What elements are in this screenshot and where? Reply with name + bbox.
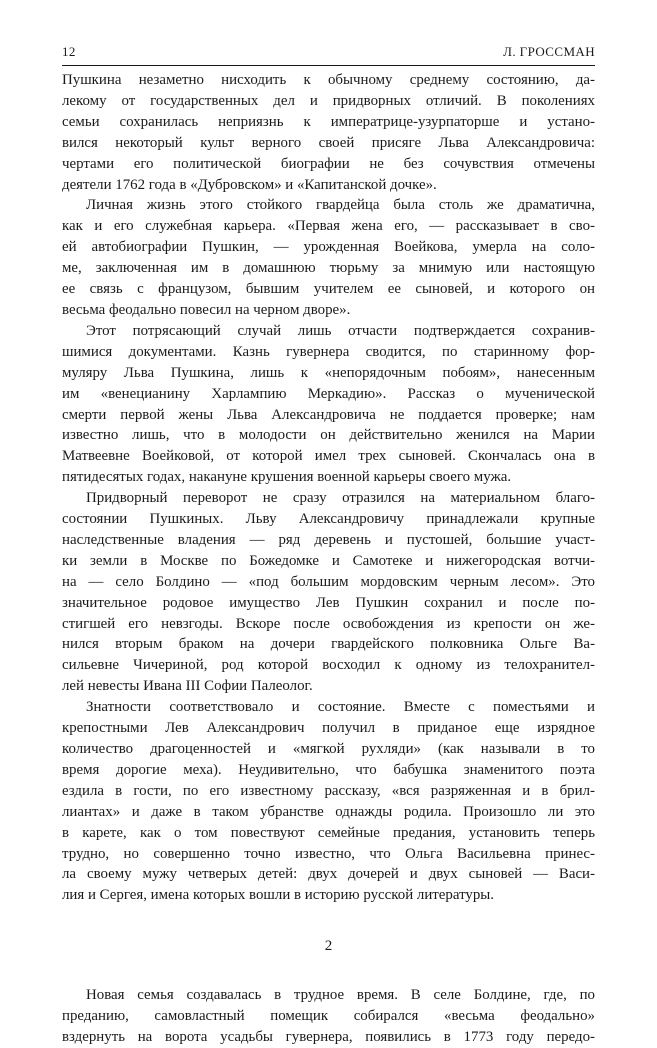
paragraph (62, 488, 595, 697)
text-line: значительное родовое имущество Лев Пушкин сохранил и после по- (62, 594, 595, 611)
text-line: количество драгоценностей и «мягкой рухляди» (как называли в то (62, 741, 595, 757)
text-line: весьма феодально повесил на черном дворе». (62, 301, 351, 318)
text-line: Личная жизнь этого стойкого гвардейца была столь же драматична, (86, 197, 595, 214)
text-line: преданию, самовластный помещик собирался «весьма феодально» (62, 1008, 595, 1025)
text-line: муляру Льва Пушкина, лишь к «непорядочным побоям», нанесенным (62, 364, 595, 381)
section-paragraph (62, 985, 595, 1048)
text-line: смерти первой жены Льва Александровича не поддается проверке; нам (62, 406, 595, 423)
text-line: вился некоторый культ верного своей присяге Льва Александровича: (62, 134, 595, 151)
text-line: ме, заключенная им в домашнюю тюрьму за мнимую или настоящую (62, 260, 595, 277)
text-line: состоянии Пушкиных. Льву Александровичу принадлежали крупные (62, 511, 595, 528)
paragraph (62, 985, 595, 1048)
text-line: стигшей его невзгоды. Вскоре после освобождения из крепости он же- (62, 615, 595, 632)
text-line: ла своему мужу четверых детей: двух дочерей и двух сыновей — Васи- (62, 866, 595, 883)
main-text (62, 70, 595, 1048)
text-line: деятели 1762 года в «Дубровском» и «Капитанской дочке». (62, 176, 437, 193)
text-line: вздернуть на ворота усадьбы гувернера, появились в 1773 году передо- (62, 1028, 595, 1045)
text-line: сильевне Чичериной, род которой восходил к одному из телохранител- (62, 657, 595, 674)
text-line: наследственные владения — ряд деревень и пустошей, большие участ- (62, 531, 595, 548)
text-line: Новая семья создавалась в трудное время. В селе Болдине, где, по (86, 987, 595, 1004)
text-line: трудно, но совершенно точно известно, что Ольга Васильевна принес- (62, 845, 595, 862)
page-number: 12 (62, 44, 76, 59)
text-line: Матвеевне Воейковой, от которой имел трех сыновей. Скончалась она в (62, 448, 595, 465)
text-line: известно лишь, что в молодости он действительно женился на Марии (62, 427, 595, 444)
text-line: им «венецианину Харлампию Меркадию». Рассказ о мученической (62, 385, 595, 402)
text-line: ездила в гости, по его известному рассказу, «вся разряженная и в брил- (62, 782, 595, 799)
text-line: лиантах» и даже в таком убранстве однажды родила. Произошло ли это (62, 803, 595, 820)
text-line: на — село Болдино — «под большим мордовским черным лесом». Это (62, 573, 595, 590)
text-line: ей автобиографии Пушкин, — урожденная Воейкова, умерла на соло- (62, 239, 595, 256)
text-line: семьи сохранилась неприязнь к императрице-узурпаторше и устано- (62, 113, 595, 130)
running-title: Л. ГРОССМАН (503, 44, 595, 59)
text-line: шимися документами. Казнь гувернера сводится, по старинному фор- (62, 343, 595, 360)
text-line: нился вторым браком на дочери гвардейского полковника Ольге Ва- (62, 636, 595, 653)
text-line: ки земли в Москве по Божедомке и Самотеке и нижегородская вотчи- (62, 552, 595, 569)
header-rule (62, 65, 595, 66)
text-line: лекому от государственных дел и придворных отличий. В поколениях (62, 92, 595, 109)
text-line: чертами его политической биографии не без сочувствия отмечены (62, 155, 595, 172)
text-line: Пушкина незаметно нисходить к обычному среднему состоянию, да- (62, 72, 595, 88)
section-number: 2 (324, 938, 333, 955)
text-line: крепостными Лев Александрович получил в приданое еще изрядное (62, 720, 595, 737)
running-header (62, 44, 595, 60)
paragraph (62, 321, 595, 488)
text-line: пятидесятых годах, накануне крушения военной карьеры своего мужа. (62, 469, 512, 486)
text-line: в карете, как о том повествуют семейные предания, установить теперь (62, 824, 595, 841)
paragraph (62, 697, 595, 906)
text-line: ее связь с французом, бывшим учителем ее сыновей, и которого он (62, 281, 595, 298)
text-line: лей невесты Ивана III Софии Палеолог. (62, 678, 313, 695)
paragraphs (62, 70, 595, 906)
text-line: лия и Сергея, имена которых вошли в историю русской литературы. (62, 887, 495, 904)
text-line: Придворный переворот не сразу отразился на материальном благо- (86, 490, 595, 507)
paragraph (62, 195, 595, 320)
text-line: как и его служебная карьера. «Первая жена его, — рассказывает в сво- (62, 218, 595, 235)
paragraph (62, 70, 595, 195)
text-line: Этот потрясающий случай лишь отчасти подтверждается сохранив- (86, 322, 595, 339)
text-line: время дорогие меха). Неудивительно, что бабушка знаменитого поэта (62, 761, 595, 778)
text-line: Знатности соответствовало и состояние. Вместе с поместьями и (86, 699, 595, 716)
